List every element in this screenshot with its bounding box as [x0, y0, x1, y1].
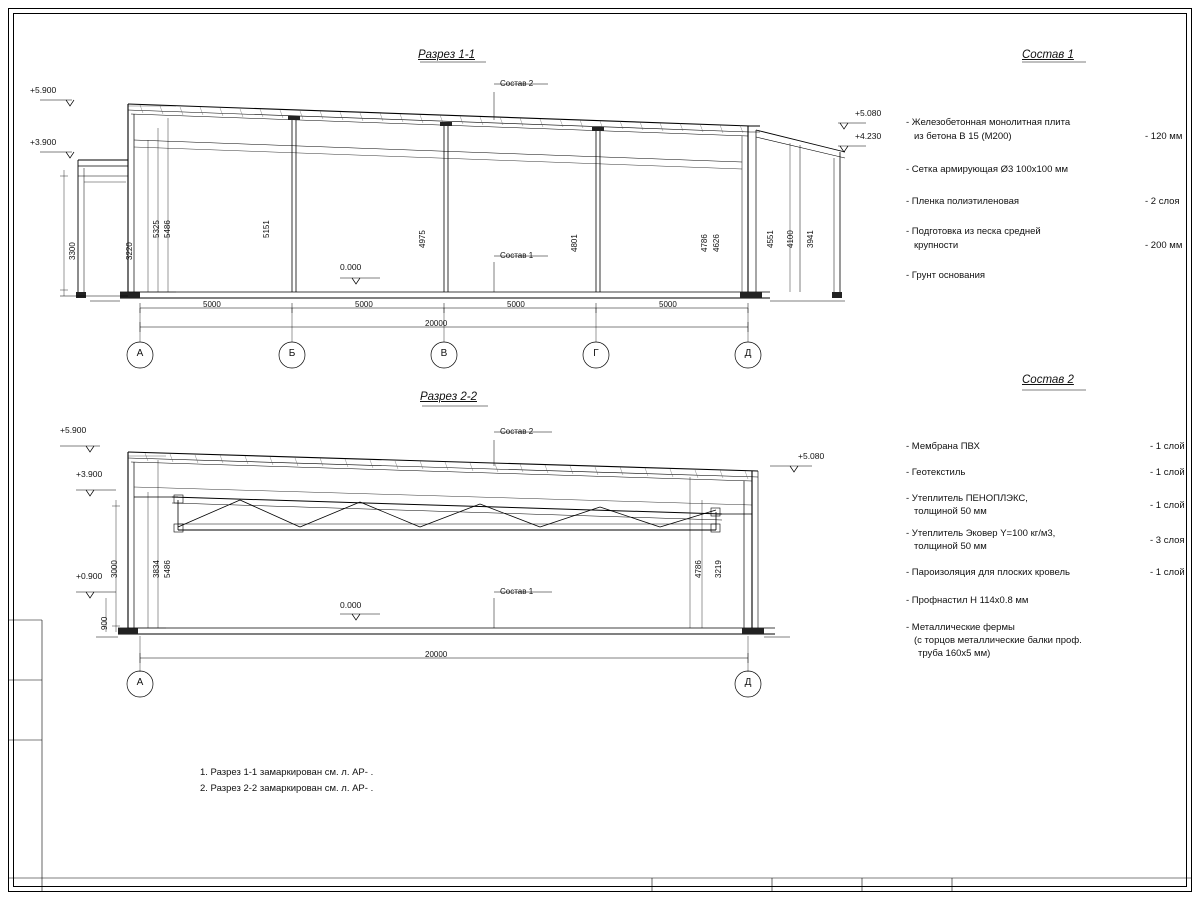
spec2-item-3-line1: - Утеплитель ПЕНОПЛЭКС, [906, 493, 1028, 504]
spec1-item-5: - Грунт основания [906, 270, 986, 281]
spec2-item-5: - Пароизоляция для плоских кровель [906, 567, 1071, 578]
vdim-s1-4786: 4786 [700, 234, 709, 252]
total-dim-s1: 20000 [425, 319, 448, 328]
spec2-item-6: - Профнастил Н 114х0.8 мм [906, 595, 1029, 606]
note-1: 1. Разрез 1-1 замаркирован см. л. АР- . [200, 767, 374, 778]
spec2-item-1-value: - 1 слой [1150, 441, 1185, 452]
level-marker-s2-5900: +5.900 [60, 425, 87, 435]
vdim-s1-5151: 5151 [262, 220, 271, 238]
vdim-s1-4801: 4801 [570, 234, 579, 252]
spec2-item-4-value: - 3 слоя [1150, 535, 1185, 546]
axis-bubble-d-s1: Д [744, 348, 752, 359]
vdim-s2-3834: 3834 [152, 560, 161, 578]
axis-bubble-a-s1: А [136, 348, 144, 359]
spec2-item-3-line2: толщиной 50 мм [914, 506, 987, 517]
section-1-title: Разрез 1-1 [418, 49, 475, 61]
total-dim-s2: 20000 [425, 650, 448, 659]
level-marker-s1-4230: +4.230 [855, 131, 882, 141]
spec1-item-4-line2: крупности [914, 240, 959, 251]
vdim-s1-3300: 3300 [68, 242, 77, 260]
vdim-s2-900: 900 [100, 616, 109, 630]
vdim-s1-3220: 3220 [125, 242, 134, 260]
vdim-s2-3219: 3219 [714, 560, 723, 578]
level-marker-s1-0000: 0.000 [340, 262, 362, 272]
level-marker-s1-5080: +5.080 [855, 108, 882, 118]
level-marker-s2-0900: +0.900 [76, 571, 103, 581]
span-dim-s1-2: 5000 [355, 300, 373, 309]
spec2-item-4-line1: - Утеплитель Эковер Y=100 кг/м3, [906, 528, 1056, 539]
axis-bubble-a-s2: А [136, 677, 144, 688]
span-dim-s1-3: 5000 [507, 300, 525, 309]
spec1-item-3: - Пленка полиэтиленовая [906, 196, 1020, 207]
spec2-item-4-line2: толщиной 50 мм [914, 541, 987, 552]
vdim-s1-4100: 4100 [786, 230, 795, 248]
level-marker-s2-5080: +5.080 [798, 451, 825, 461]
spec2-item-7-line3: труба 160х5 мм) [918, 648, 991, 659]
level-marker-s2-0000: 0.000 [340, 600, 362, 610]
vdim-s1-4626: 4626 [712, 234, 721, 252]
vdim-s1-5486: 5486 [163, 220, 172, 238]
spec2-item-7-line1: - Металлические фермы [906, 622, 1015, 633]
level-marker-s2-3900: +3.900 [76, 469, 103, 479]
spec2-item-2: - Геотекстиль [906, 467, 966, 478]
spec2-item-7-line2: (с торцов металлические балки проф. [914, 635, 1082, 646]
spec2-item-2-value: - 1 слой [1150, 467, 1185, 478]
span-dim-s1-1: 5000 [203, 300, 221, 309]
vdim-s2-5486: 5486 [163, 560, 172, 578]
axis-bubble-v-s1: В [440, 348, 448, 359]
spec1-item-4-line1: - Подготовка из песка средней [906, 226, 1041, 237]
vdim-s1-4975: 4975 [418, 230, 427, 248]
vdim-s2-3000: 3000 [110, 560, 119, 578]
vdim-s1-3941: 3941 [806, 230, 815, 248]
section-2-title: Разрез 2-2 [420, 391, 477, 403]
spec2-item-1: - Мембрана ПВХ [906, 441, 980, 452]
vdim-s2-4786: 4786 [694, 560, 703, 578]
spec1-item-3-value: - 2 слоя [1145, 196, 1180, 207]
spec-2-title: Состав 2 [1022, 374, 1074, 386]
axis-bubble-g-s1: Г [593, 348, 599, 359]
span-dim-s1-4: 5000 [659, 300, 677, 309]
level-marker-s1-3900: +3.900 [30, 137, 57, 147]
level-marker-s1-5900: +5.900 [30, 85, 57, 95]
spec1-item-1-line1: - Железобетонная монолитная плита [906, 117, 1071, 128]
callout-s2-sostav2: Состав 2 [500, 427, 534, 436]
vdim-s1-4551: 4551 [766, 230, 775, 248]
callout-s1-sostav1: Состав 1 [500, 251, 534, 260]
callout-s2-sostav1: Состав 1 [500, 587, 534, 596]
spec2-item-5-value: - 1 слой [1150, 567, 1185, 578]
note-2: 2. Разрез 2-2 замаркирован см. л. АР- . [200, 783, 374, 794]
axis-bubble-d-s2: Д [744, 677, 752, 688]
axis-bubble-b-s1: Б [288, 348, 296, 359]
spec-1-title: Состав 1 [1022, 49, 1074, 61]
spec1-item-1-value: - 120 мм [1145, 131, 1183, 142]
spec1-item-4-value: - 200 мм [1145, 240, 1183, 251]
callout-s1-sostav2: Состав 2 [500, 79, 534, 88]
spec1-item-1-line2: из бетона В 15 (М200) [914, 131, 1012, 142]
spec1-item-2: - Сетка армирующая Ø3 100х100 мм [906, 164, 1069, 175]
vdim-s1-5325: 5325 [152, 220, 161, 238]
spec2-item-3-value: - 1 слой [1150, 500, 1185, 511]
